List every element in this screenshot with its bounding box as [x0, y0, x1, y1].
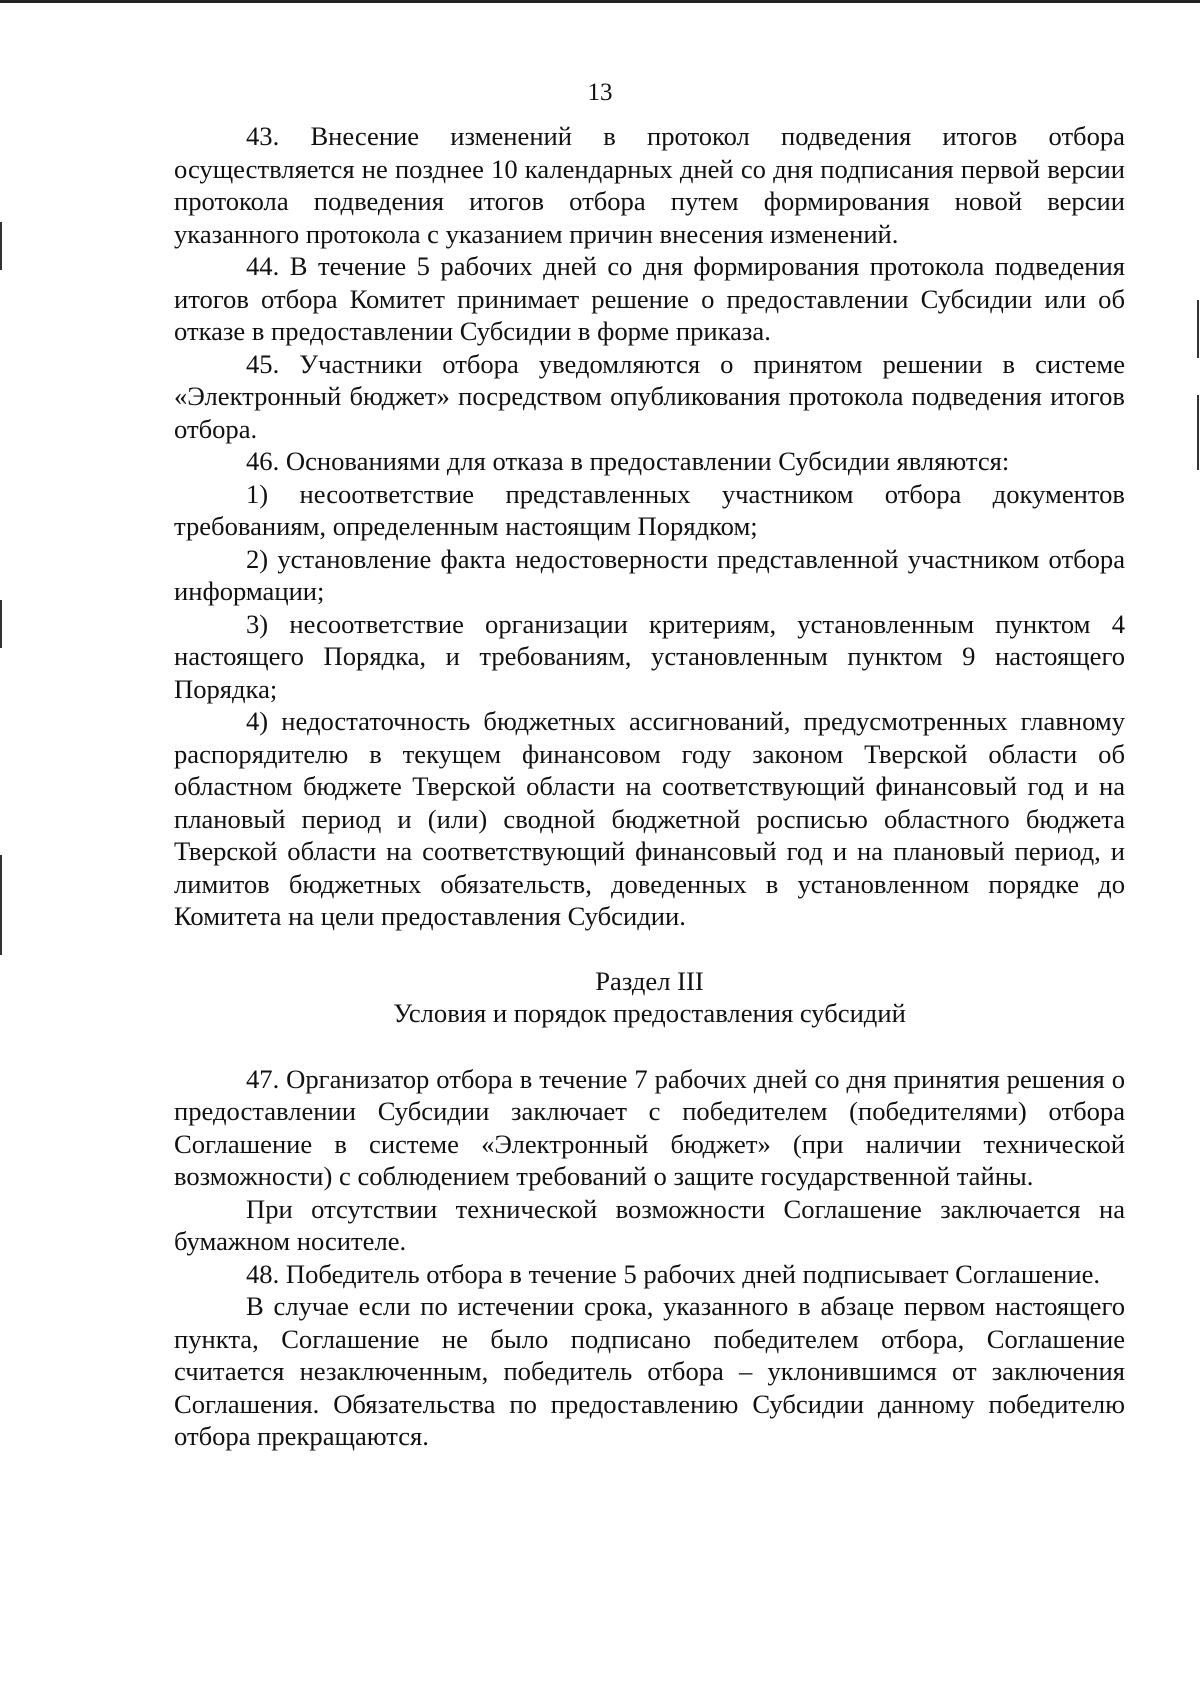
- list-item-46-2: 2) установление факта недостоверности представленной участником отбора информации;: [174, 543, 1125, 606]
- list-item-46-3: 3) несоответствие организации критериям, установленным пунктом 4 настоящего Порядка, и требованиям, установленным пунктом 9 настоящего Порядка;: [174, 608, 1125, 704]
- scan-mark-left-3: [0, 855, 2, 955]
- paragraph-47-continued: При отсутствии технической возможности Соглашение заключается на бумажном носителе.: [174, 1193, 1125, 1256]
- list-item-46-4: 4) недостаточность бюджетных ассигнований, предусмотренных главному распорядителю в текущем финансовом году законом Тверской области об областном бюджете Тверской области на соответствующий финансовый год и на плановый период и (или) сводной бюджетной росписью областного бюджета Тверской области на соответствующий финансовый год и на плановый период, и лимитов бюджетных обязательств, доведенных в установленном порядке до Комитета на цели предоставления Субсидии.: [174, 706, 1125, 931]
- paragraph-46: 46. Основаниями для отказа в предоставлении Субсидии являются:: [246, 446, 1010, 476]
- paragraph-45: 45. Участники отбора уведомляются о принятом решении в системе «Электронный бюджет» посредством опубликования протокола подведения итогов отбора.: [174, 348, 1125, 444]
- section-number: Раздел III: [595, 965, 704, 996]
- page-number: 13: [587, 79, 613, 106]
- scan-top-edge: [0, 0, 1200, 3]
- scan-mark-left-1: [0, 222, 2, 270]
- paragraph-48-continued: В случае если по истечении срока, указанного в абзаце первом настоящего пункта, Соглашение не было подписано победителем отбора, Соглашение считается незаключенным, победитель отбора – уклонившимся от заключения Соглашения. Обязательства по предоставлению Субсидии данному победителю отбора прекращаются.: [174, 1291, 1125, 1451]
- section-title: Условия и порядок предоставления субсидий: [393, 998, 906, 1028]
- section-spacer: [174, 1030, 1125, 1063]
- paragraph-47: 47. Организатор отбора в течение 7 рабочих дней со дня принятия решения о предоставлении Субсидии заключает с победителем (победителями) отбора Соглашение в системе «Электронный бюджет» (при наличии технической возможности) с соблюдением требований о защите государственной тайны.: [174, 1063, 1125, 1191]
- list-item-46-1: 1) несоответствие представленных участником отбора документов требованиям, определенным настоящим Порядком;: [174, 478, 1125, 541]
- paragraph-43: 43. Внесение изменений в протокол подведения итогов отбора осуществляется не позднее 10 календарных дней со дня подписания первой версии протокола подведения итогов отбора путем формирования новой версии указанного протокола с указанием причин внесения изменений.: [174, 121, 1125, 249]
- scan-mark-right-2: [1197, 395, 1199, 470]
- document-body: [174, 120, 1125, 1453]
- scan-mark-left-2: [0, 600, 2, 648]
- scan-mark-right-1: [1197, 300, 1199, 358]
- paragraph-48: 48. Победитель отбора в течение 5 рабочих дней подписывает Соглашение.: [246, 1258, 1101, 1289]
- paragraph-44: 44. В течение 5 рабочих дней со дня формирования протокола подведения итогов отбора Комитет принимает решение о предоставлении Субсидии или об отказе в предоставлении Субсидии в форме приказа.: [174, 251, 1125, 346]
